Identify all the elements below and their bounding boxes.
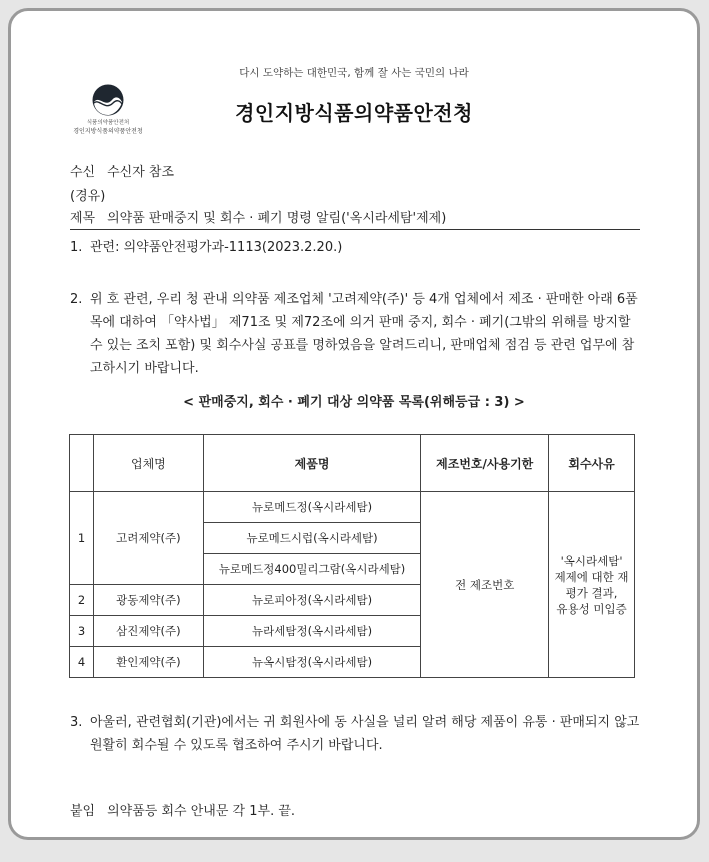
header-product: 제품명 <box>203 435 421 492</box>
company-name: 광동제약(주) <box>93 585 203 616</box>
via-label: (경유) <box>70 189 106 204</box>
paragraph-3-number: 3. <box>70 715 83 730</box>
header-company: 업체명 <box>93 435 203 492</box>
recipient-label: 수신 <box>70 165 96 180</box>
attachment-line <box>70 800 295 819</box>
recipient-line <box>70 161 174 180</box>
recipient-value: 수신자 참조 <box>107 165 175 180</box>
header-reason: 회수사유 <box>549 435 635 492</box>
company-name: 삼진제약(주) <box>93 616 203 647</box>
paragraph-2-number: 2. <box>70 292 83 307</box>
paragraph-3-text: 아울러, 관련협회(기관)에서는 귀 회원사에 동 사실을 널리 알려 해당 제품이 유통 · 판매되지 않고 원활히 회수될 수 있도록 협조하여 주시기 바랍니다. <box>90 715 640 753</box>
attachment-text: 의약품등 회수 안내문 각 1부. 끝. <box>107 804 296 819</box>
paragraph-3 <box>70 711 650 757</box>
reason-line: 제제에 대한 재 <box>554 569 629 584</box>
reason-line: '옥시라세탐' <box>560 553 623 568</box>
recall-product-table <box>69 434 635 678</box>
paragraph-2-text: 위 호 관련, 우리 청 관내 의약품 제조업체 '고려제약(주)' 등 4개 업체에서 제조 · 판매한 아래 6품목에 대하여 「약사법」 제71조 및 제72조에 의거 판매 중지, 회수 · 폐기(그밖의 위해를 방지할 수 있는 조치 포함) 및 회수사실 공표를 명하였음을 알려드리니, 판매업체 점검 등 관련 업무에 참고하시기 바랍니다. <box>90 292 638 376</box>
paragraph-1 <box>70 236 640 259</box>
product-name: 뉴로메드정(옥시라세탐) <box>203 492 421 523</box>
paragraph-1-text: 관련: 의약품안전평가과-1113(2023.2.20.) <box>90 240 343 255</box>
reason-line: 평가 결과, <box>565 585 618 600</box>
paragraph-1-number: 1. <box>70 240 83 255</box>
row-number: 3 <box>70 616 94 647</box>
company-name: 환인제약(주) <box>93 647 203 678</box>
attachment-label: 붙임 <box>70 804 96 819</box>
reason-line: 유용성 미입증 <box>556 601 627 616</box>
row-number: 4 <box>70 647 94 678</box>
row-number: 2 <box>70 585 94 616</box>
product-name: 뉴로메드정400밀리그람(옥시라세탐) <box>203 554 421 585</box>
subject-label: 제목 <box>70 211 96 226</box>
document-page <box>8 8 700 840</box>
table-header-row <box>70 435 635 492</box>
agency-title: 경인지방식품의약품안전청 <box>235 101 473 125</box>
product-name: 뉴로피아정(옥시라세탐) <box>203 585 421 616</box>
table-row <box>70 492 635 523</box>
recall-reason <box>549 492 635 678</box>
header-no <box>70 435 94 492</box>
product-name: 뉴로메드시럽(옥시라세탐) <box>203 523 421 554</box>
product-name: 뉴옥시탐정(옥시라세탐) <box>203 647 421 678</box>
logo-line-2: 경인지방식품의약품안전청 <box>73 128 143 135</box>
company-name: 고려제약(주) <box>93 492 203 585</box>
lot-number: 전 제조번호 <box>421 492 549 678</box>
table-title: < 판매중지, 회수 · 폐기 대상 의약품 목록(위해등급 : 3) > <box>183 395 525 410</box>
product-name: 뉴라세탐정(옥시라세탐) <box>203 616 421 647</box>
row-number: 1 <box>70 492 94 585</box>
header-lot: 제조번호/사용기한 <box>421 435 549 492</box>
subject-line <box>70 207 640 230</box>
paragraph-2 <box>70 288 646 380</box>
slogan: 다시 도약하는 대한민국, 함께 잘 사는 국민의 나라 <box>239 67 469 79</box>
subject-value: 의약품 판매중지 및 회수 · 폐기 명령 알림('옥시라세탐'제제) <box>107 211 447 226</box>
logo-line-1: 식품의약품안전처 <box>86 120 130 126</box>
